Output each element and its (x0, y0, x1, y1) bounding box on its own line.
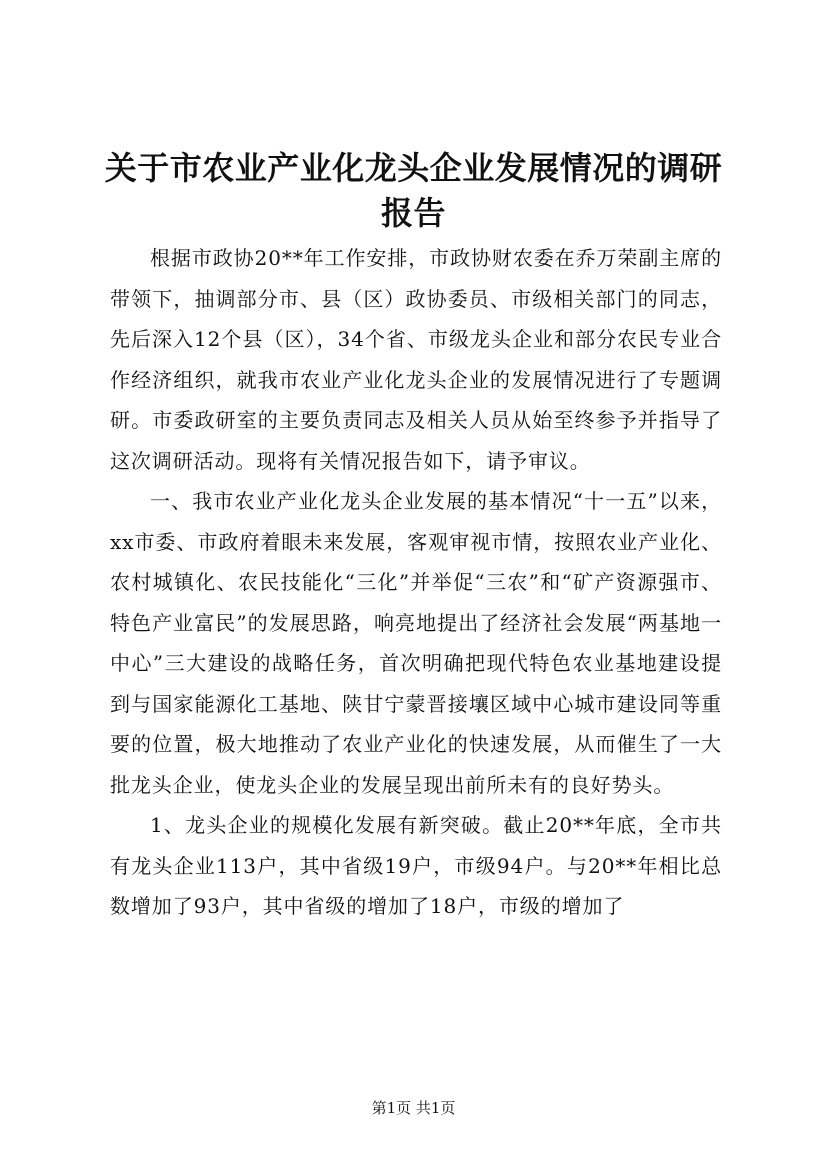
paragraph-intro: 根据市政协20**年工作安排，市政协财农委在乔万荣副主席的带领下，抽调部分市、县（区）政协委员、市级相关部门的同志，先后深入12个县（区），34个省、市级龙头企业和部分农民专业合作经济组织，就我市农业产业化龙头企业的发展情况进行了专题调研。市委政研室的主要负责同志及相关人员从始至终参予并指导了这次调研活动。现将有关情况报告如下，请予审议。 (110, 246, 722, 473)
document-title: 关于市农业产业化龙头企业发展情况的调研报告 (104, 149, 723, 232)
page-footer: 第1页 共1页 (371, 1099, 456, 1117)
document-body (110, 238, 722, 927)
paragraph-section-one: 一、我市农业产业化龙头企业发展的基本情况“十一五”以来，xx市委、市政府着眼未来发展，客观审视市情，按照农业产业化、农村城镇化、农民技能化“三化”并举促“三农”和“矿产资源强市、特色产业富民”的发展思路，响亮地提出了经济社会发展“两基地一中心”三大建设的战略任务，首次明确把现代特色农业基地建设提到与国家能源化工基地、陕甘宁蒙晋接壤区域中心城市建设同等重要的位置，极大地推动了农业产业化的快速发展，从而催生了一大批龙头企业，使龙头企业的发展呈现出前所未有的良好势头。 (110, 489, 722, 797)
paragraph-item-one: 1、龙头企业的规模化发展有新突破。截止20**年底，全市共有龙头企业113户，其中省级19户，市级94户。与20**年相比总数增加了93户，其中省级的增加了18户，市级的增加了 (110, 813, 722, 918)
